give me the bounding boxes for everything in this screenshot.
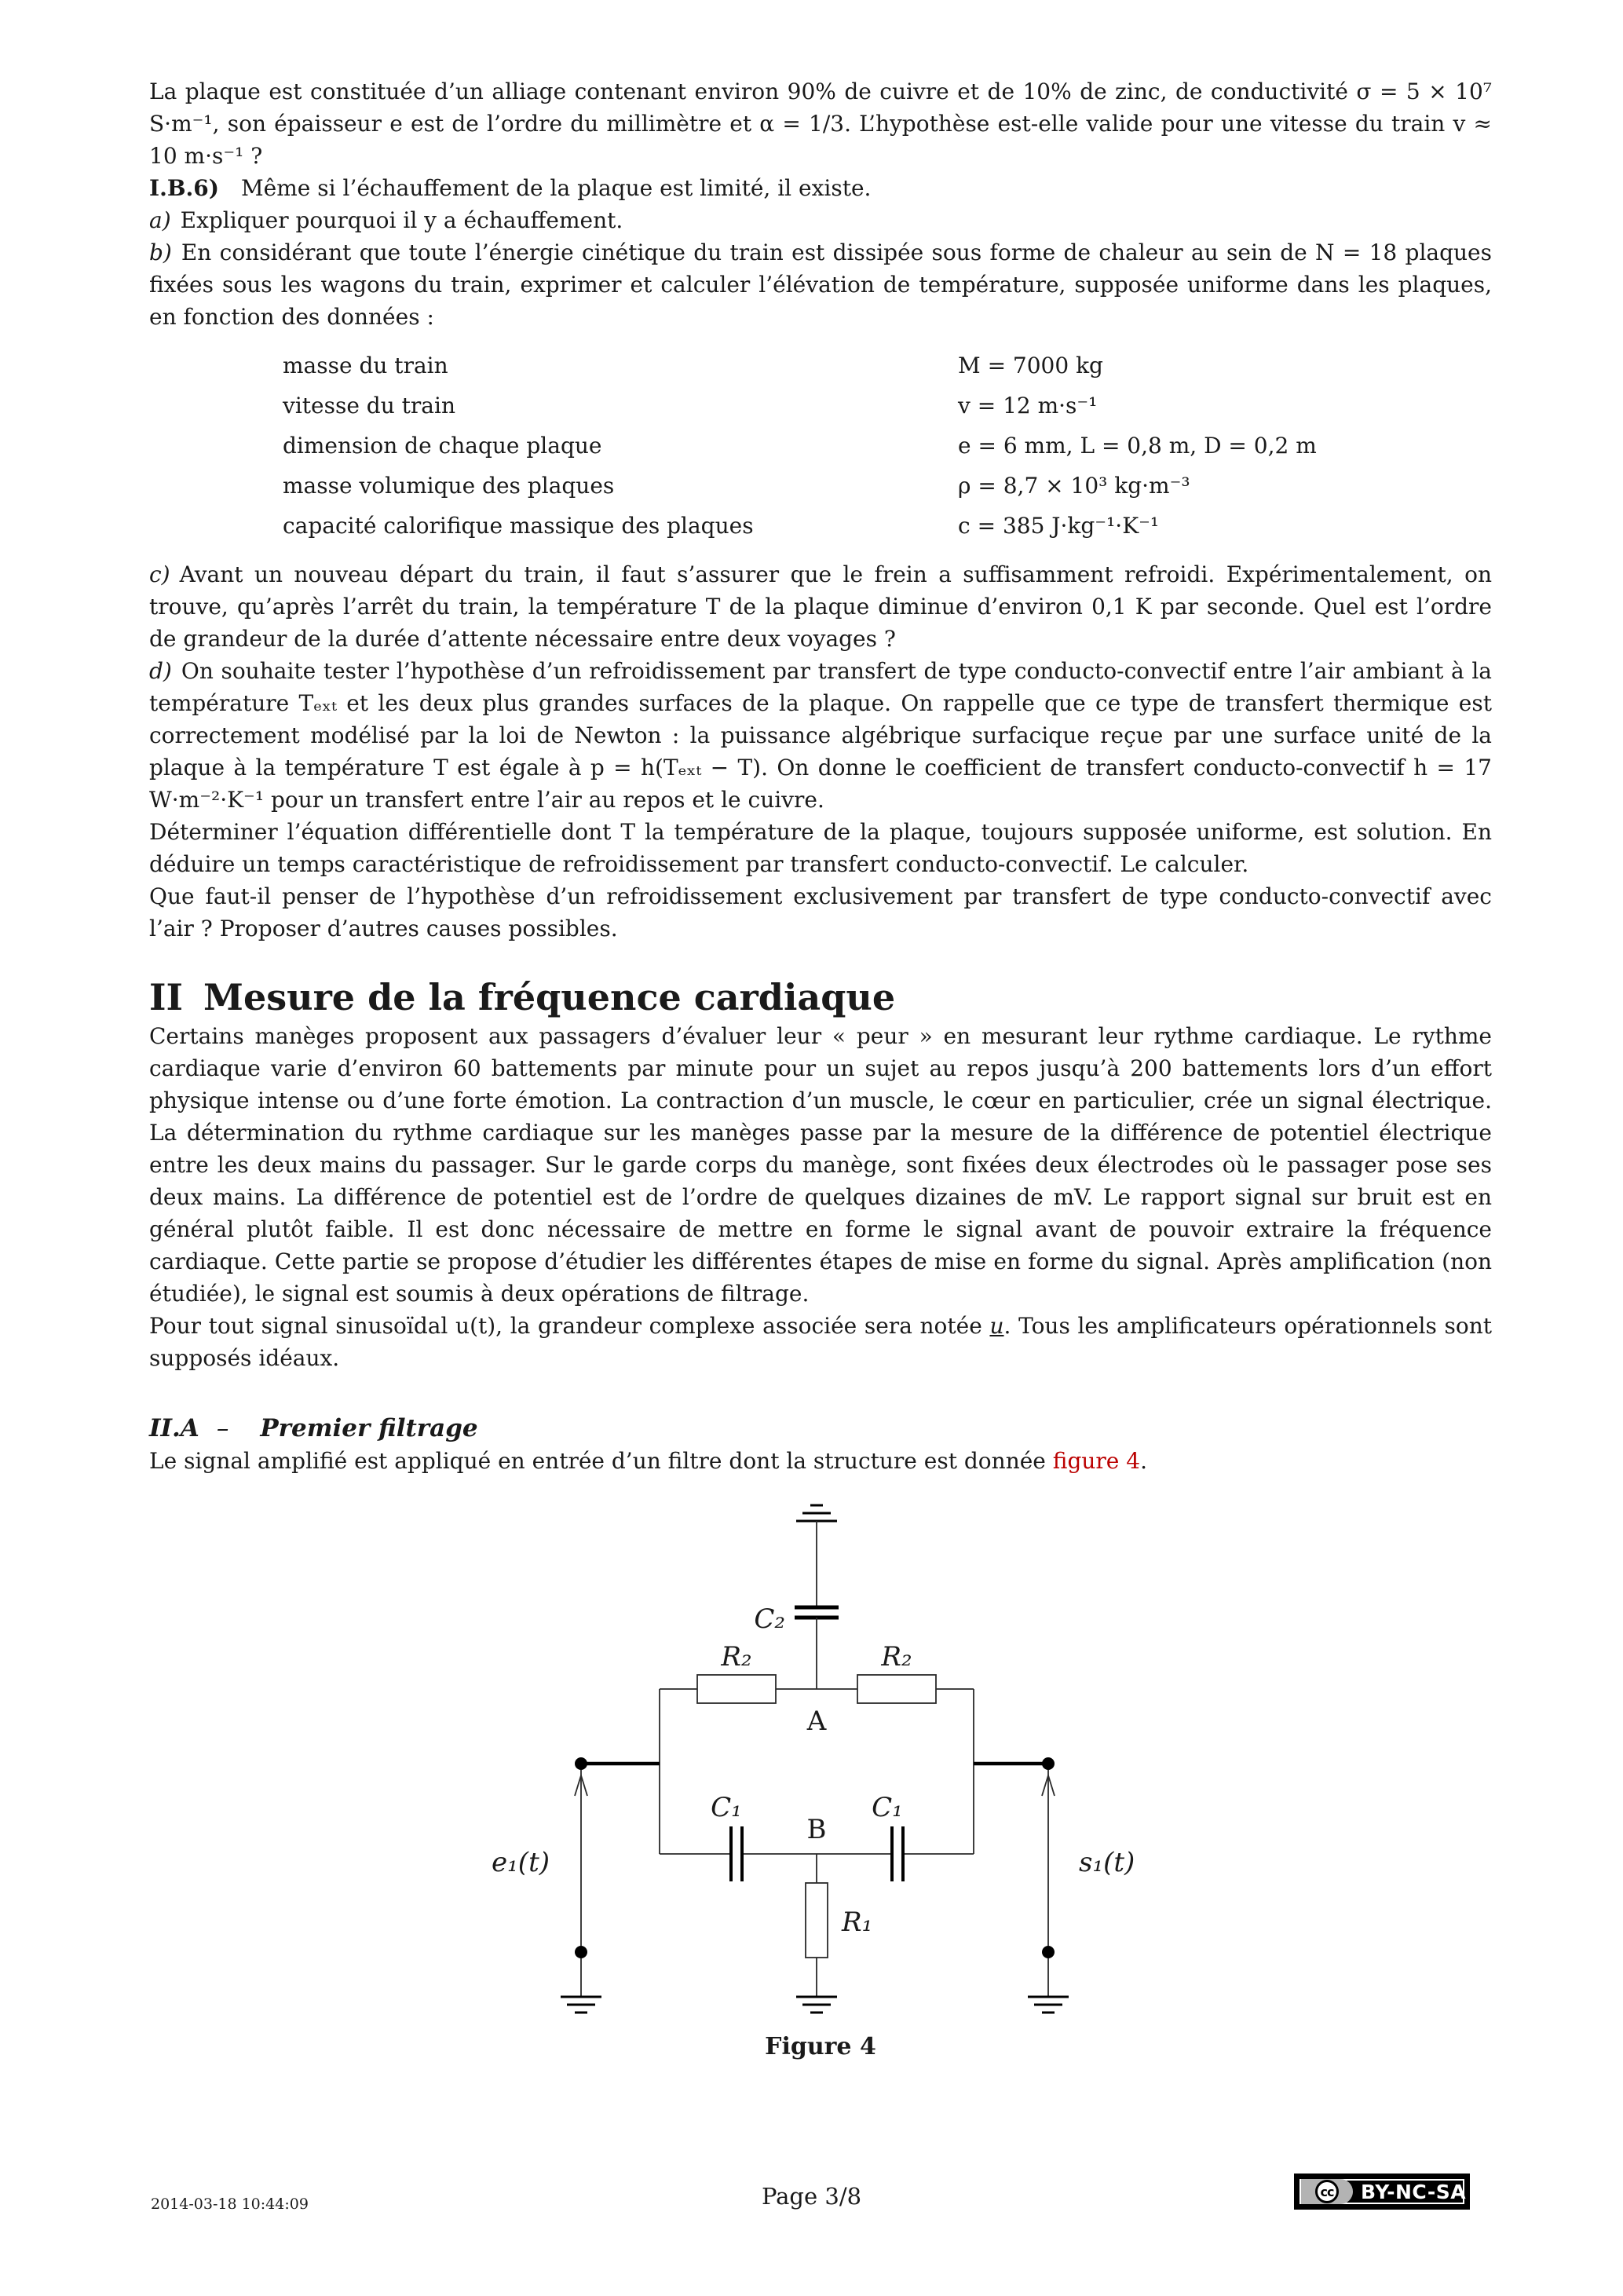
cc-license-text: BY-NC-SA [1361,2180,1467,2203]
question-text: Expliquer pourquoi il y a échauffement. [180,207,623,233]
cc-logo-icon: cc [1315,2180,1339,2203]
paragraph-text: . Tous les amplificateurs opérationnels sont supposés idéaux. [149,1313,1493,1371]
table-row-label: capacité calorifique massique des plaques [283,513,754,539]
label-capacitor-c1-right: C₁ [872,1792,903,1823]
figure-4-circuit-diagram [432,1493,1217,2035]
table-row-label: vitesse du train [283,393,455,419]
subsection-number: II.A [149,1414,199,1442]
label-node-a: A [806,1706,827,1737]
label-resistor-r1: R₁ [842,1907,873,1938]
input-voltage-branch [561,1770,601,2013]
table-row-label: dimension de chaque plaque [283,433,602,459]
question-a [149,204,1492,236]
paragraph-hypothesis-discussion [149,880,1492,945]
paragraph-text: Pour tout signal sinusoïdal u(t), la grandeur complexe associée sera notée [149,1313,990,1339]
paragraph-alloy-hypothesis [149,75,1492,172]
subsection-dash: – [216,1414,229,1442]
section-ii-heading [149,974,1492,1020]
figure-caption: Figure 4 [765,2033,876,2060]
cc-license-badge[interactable] [1294,2174,1470,2210]
question-d [149,655,1492,816]
page-content [149,75,1492,2071]
section-number: II [149,976,184,1018]
ground-symbol-middle [796,1997,837,2013]
label-resistor-r2-left: R₂ [721,1641,752,1673]
question-letter: c) [149,561,170,587]
label-output-signal-s1: s₁(t) [1079,1847,1135,1878]
question-text: On souhaite tester l’hypothèse d’un refroidissement par transfert de type conducto-convectif entre l’air ambiant à la température Tₑₓₜ et les deux plus grandes surfaces de la plaque. On rappelle que ce type de transfert thermique est correctement modélisé par la loi de Newton : la puissance algébrique surfacique reçue par une surface unité de la plaque à la température T est égale à p = h(Tₑₓₜ − T). On donne le coefficient de transfert conducto-convectif h = 17 W·m⁻²·K⁻¹ pour un transfert entre l’air au repos et le cuivre. [149,658,1492,813]
footer-page-number: Page 3/8 [761,2183,862,2210]
table-row-value: e = 6 mm, L = 0,8 m, D = 0,2 m [958,433,1317,459]
underlined-u-symbol: u [989,1313,1004,1339]
table-row [283,506,1492,546]
question-c [149,558,1492,655]
paragraph-text: La plaque est constituée d’un alliage contenant environ 90% de cuivre et de 10% de zinc, de conductivité σ = 5 × 10⁷ S·m⁻¹, son épaisseur e est de l’ordre du millimètre et α = 1/3. L’hypothèse est-elle valide pour une vitesse du train v ≈ 10 m·s⁻¹ ? [149,79,1492,169]
cc-logo-background [1301,2179,1353,2204]
capacitor-c1-left [731,1826,742,1881]
subsection-title: Premier filtrage [260,1414,478,1442]
question-b [149,236,1492,333]
question-letter: a) [149,207,171,233]
table-row-value: M = 7000 kg [958,353,1103,378]
question-text: Avant un nouveau départ du train, il faut s’assurer que le frein a suffisamment refroidi. Expérimentalement, on trouve, qu’après l’arrêt du train, la température T de la plaque diminue d’environ 0,1 K par seconde. Quel est l’ordre de grandeur de la durée d’attente nécessaire entre deux voyages ? [149,561,1492,652]
figure-4 [149,1493,1492,2071]
capacitor-c2 [795,1607,839,1618]
question-letter: b) [149,239,172,265]
paragraph-differential-equation [149,816,1492,880]
paragraph-heart-rate-intro [149,1020,1492,1310]
label-capacitor-c1-left: C₁ [711,1792,742,1823]
capacitor-c1-right [892,1826,903,1881]
question-text: Même si l’échauffement de la plaque est limité, il existe. [241,175,872,201]
table-row-value: v = 12 m·s⁻¹ [958,393,1098,419]
table-row [283,386,1492,426]
table-row-label: masse volumique des plaques [283,473,615,499]
resistor-r2-left [697,1675,776,1703]
table-row-value: ρ = 8,7 × 10³ kg·m⁻³ [958,473,1190,499]
subsection-iia-heading [149,1412,1492,1445]
paragraph-complex-notation [149,1310,1492,1374]
table-row-label: masse du train [283,353,448,378]
label-resistor-r2-right: R₂ [881,1641,912,1673]
section-title: Mesure de la fréquence cardiaque [203,976,896,1018]
paragraph-text: Que faut-il penser de l’hypothèse d’un refroidissement exclusivement par transfert de type conducto-convectif avec l’air ? Proposer d’autres causes possibles. [149,883,1492,941]
paragraph-text: Le signal amplifié est appliqué en entrée d’un filtre dont la structure est donnée [149,1448,1053,1474]
data-table [283,345,1492,546]
label-capacitor-c2: C₂ [754,1603,785,1635]
resistor-r2-right [857,1675,936,1703]
ground-symbol-top [796,1505,837,1521]
figure-4-link[interactable]: figure 4 [1052,1448,1141,1474]
paragraph-text: Déterminer l’équation différentielle dont T la température de la plaque, toujours supposée uniforme, est solution. En déduire un temps caractéristique de refroidissement par transfert conducto-convectif. Le calculer. [149,819,1492,877]
footer-timestamp: 2014-03-18 10:44:09 [151,2195,309,2213]
output-voltage-branch [1028,1770,1069,2013]
paragraph-filter-intro [149,1445,1492,1477]
input-terminal-dot [575,1757,587,1770]
label-node-b: B [806,1814,827,1845]
output-terminal-dot [1042,1757,1055,1770]
paragraph-text: . [1140,1448,1147,1474]
table-row [283,426,1492,466]
label-input-signal-e1: e₁(t) [492,1847,550,1878]
resistor-r1 [806,1883,828,1958]
question-letter: d) [149,658,172,684]
table-row-value: c = 385 J·kg⁻¹·K⁻¹ [958,513,1160,539]
paragraph-text: Certains manèges proposent aux passagers d’évaluer leur « peur » en mesurant leur rythme cardiaque. Le rythme cardiaque varie d’environ 60 battements par minute pour un sujet au repos jusqu’à 200 battements lors d’un effort physique intense ou d’une forte émotion. La contraction d’un muscle, le cœur en particulier, crée un signal électrique. La détermination du rythme cardiaque sur les manèges passe par la mesure de la différence de potentiel électrique entre les deux mains du passager. Sur le garde corps du manège, sont fixées deux électrodes où le passager pose ses deux mains. La différence de potentiel est de l’ordre de quelques dizaines de mV. Le rapport signal sur bruit est en général plutôt faible. Il est donc nécessaire de mettre en forme le signal avant de pouvoir extraire la fréquence cardiaque. Cette partie se propose d’étudier les différentes étapes de mise en forme du signal. Après amplification (non étudiée), le signal est soumis à deux opérations de filtrage. [149,1023,1492,1307]
table-row [283,466,1492,506]
question-ib6 [149,172,1492,204]
table-row [283,345,1492,386]
question-text: En considérant que toute l’énergie cinétique du train est dissipée sous forme de chaleur au sein de N = 18 plaques fixées sous les wagons du train, exprimer et calculer l’élévation de température, supposée uniforme dans les plaques, en fonction des données : [149,239,1492,330]
question-number: I.B.6) [149,175,219,201]
